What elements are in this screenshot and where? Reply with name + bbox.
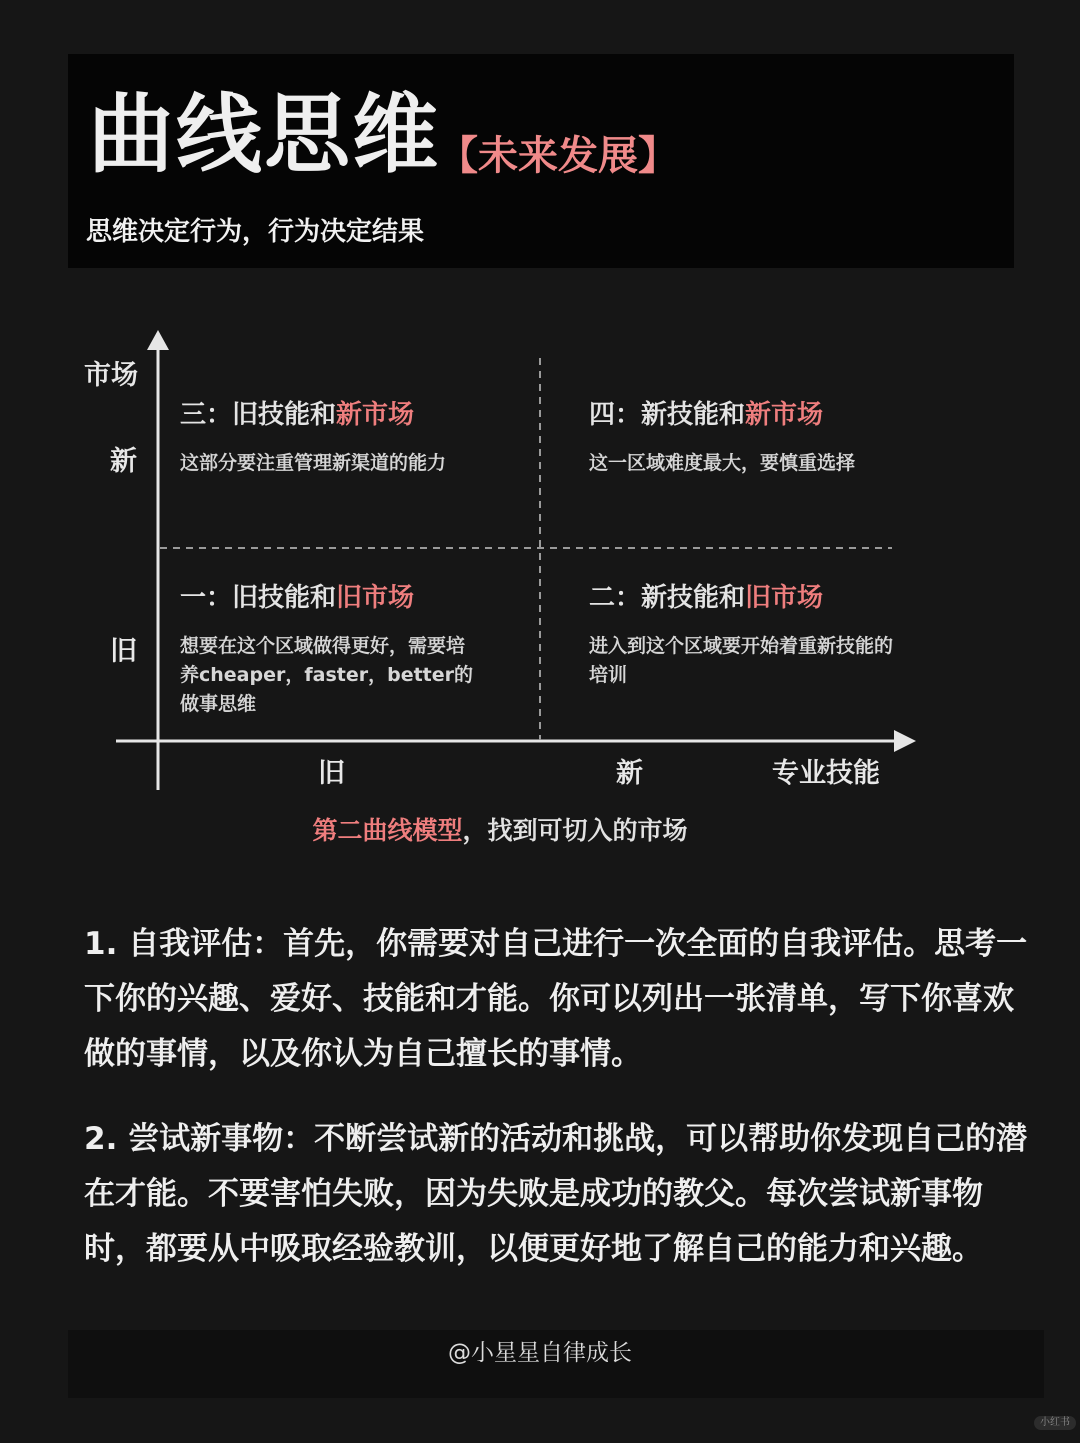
x-tick-old: 旧 <box>318 758 345 789</box>
x-tick-new: 新 <box>616 758 643 789</box>
quadrant-2-desc: 进入到这个区域要开始着重新技能的培训 <box>589 635 894 686</box>
quadrant-diagram <box>0 300 1080 820</box>
diagram-caption: 第二曲线模型，找到可切入的市场 <box>312 816 688 845</box>
y-axis-label: 市场 <box>84 360 138 391</box>
title-tag: 【未来发展】 <box>438 133 678 179</box>
quadrant-1-title: 一：旧技能和旧市场 <box>180 583 415 613</box>
page-subtitle: 思维决定行为，行为决定结果 <box>86 217 425 247</box>
quadrant-1-desc: 想要在这个区域做得更好，需要培养cheaper，faster，better的做事思维 <box>180 635 473 715</box>
paragraph-try-new-things: 2. 尝试新事物：不断尝试新的活动和挑战，可以帮助你发现自己的潜在才能。不要害怕失败，因为失败是成功的教父。每次尝试新事物时，都要从中吸取经验教训，以便更好地了解自己的能力和兴趣。 <box>84 1121 1028 1267</box>
quadrant-4-desc: 这一区域难度最大，要慎重选择 <box>589 452 856 474</box>
quadrant-2-title: 二：新技能和旧市场 <box>589 583 824 613</box>
quadrant-3-title: 三：旧技能和新市场 <box>180 400 415 430</box>
y-tick-new: 新 <box>110 446 137 477</box>
x-axis-arrow <box>894 730 916 752</box>
y-axis-arrow <box>147 330 169 350</box>
quadrant-4-title: 四：新技能和新市场 <box>589 400 824 430</box>
author-watermark: @小星星自律成长 <box>448 1340 632 1366</box>
paragraph-self-assessment: 1. 自我评估：首先，你需要对自己进行一次全面的自我评估。思考一下你的兴趣、爱好、技能和才能。你可以列出一张清单，写下你喜欢做的事情，以及你认为自己擅长的事情。 <box>84 926 1028 1072</box>
platform-badge: 小红书 <box>1034 1416 1076 1430</box>
page-title: 曲线思维 <box>88 85 440 185</box>
x-axis-label: 专业技能 <box>772 758 880 789</box>
quadrant-3-desc: 这部分要注重管理新渠道的能力 <box>180 452 447 474</box>
y-tick-old: 旧 <box>110 636 137 667</box>
